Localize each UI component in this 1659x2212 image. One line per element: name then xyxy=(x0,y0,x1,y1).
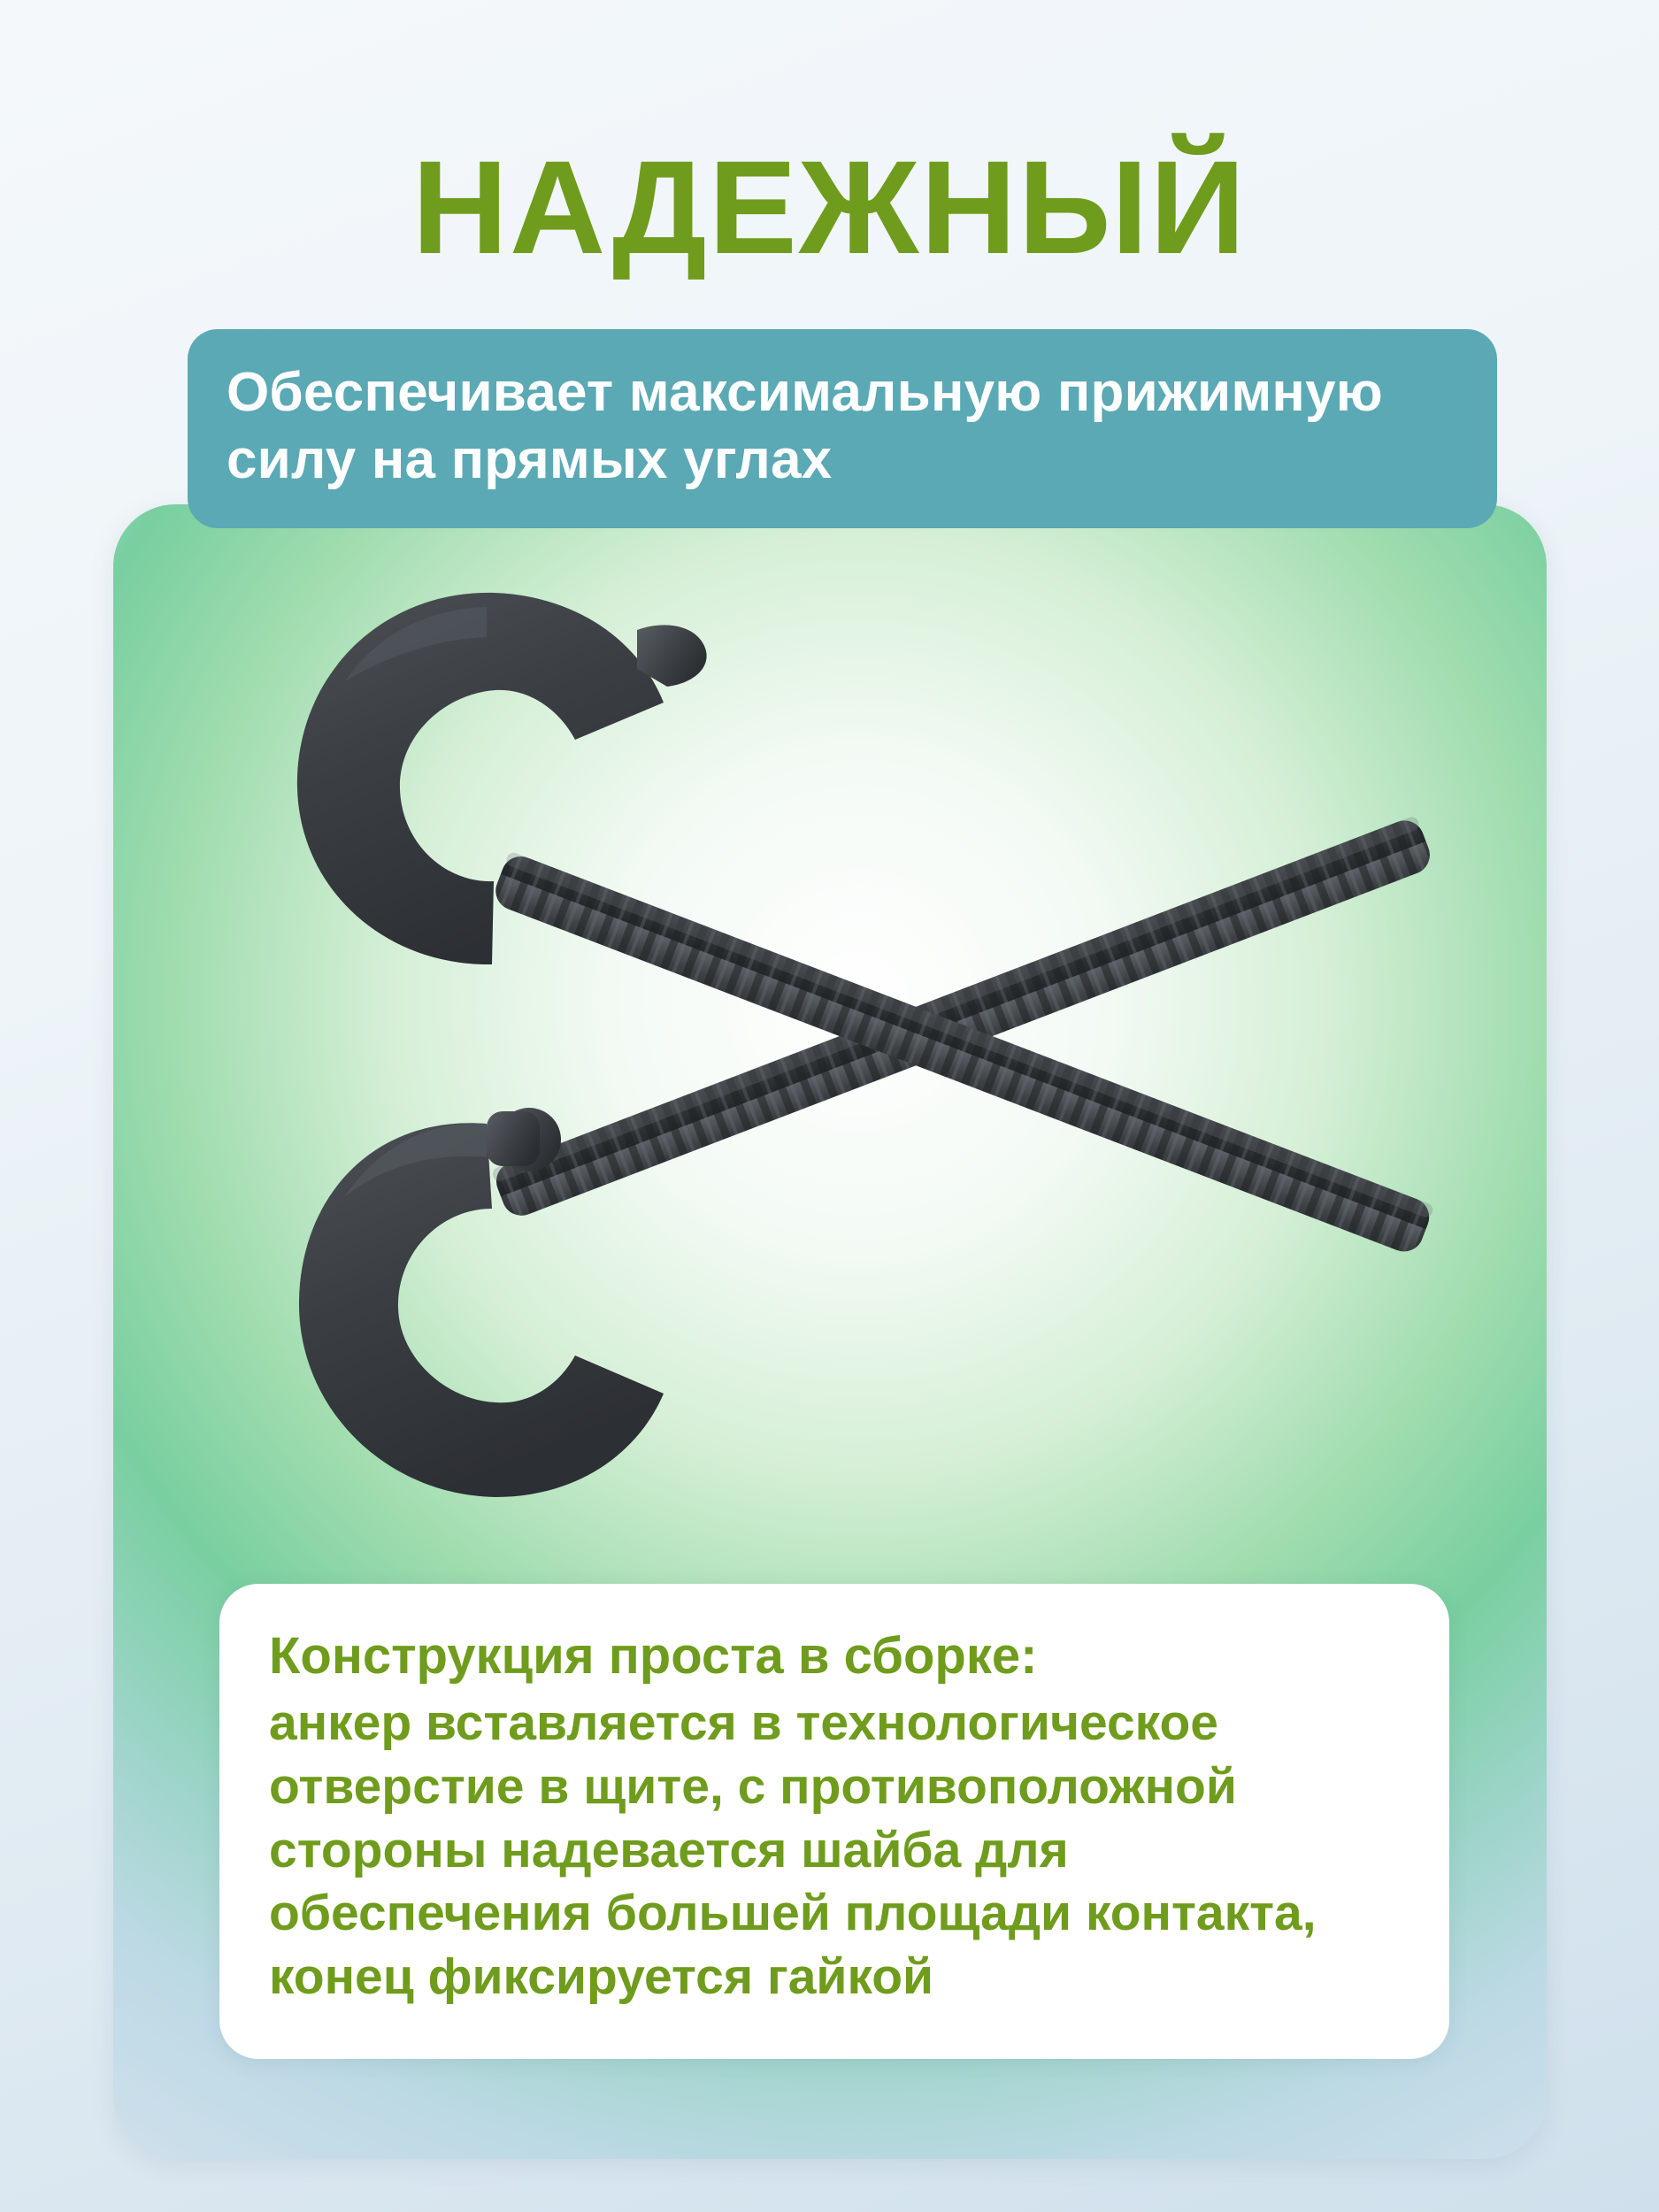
page-title: НАДЕЖНЫЙ xyxy=(411,132,1248,281)
info-card xyxy=(219,1584,1449,2059)
info-card-lead: Конструкция проста в сборке: xyxy=(269,1627,1038,1685)
subtitle-banner: Обеспечивает максимальную прижимную силу на прямых углах xyxy=(188,329,1497,528)
anchor-bolts-photo xyxy=(195,584,1486,1513)
info-card-body: анкер вставляется в технологическое отверстие в щите, с противоположной стороны надевается шайба для обеспечения большей площади контакта, конец фиксируется гайкой xyxy=(269,1694,1317,2006)
